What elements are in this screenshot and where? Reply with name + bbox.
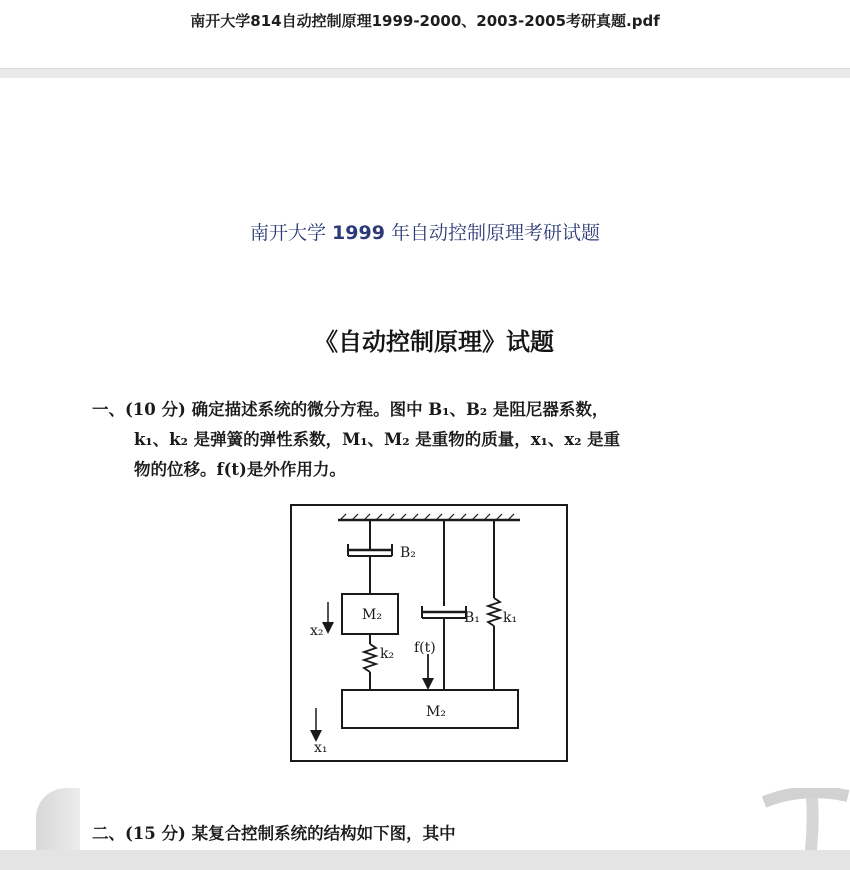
label-x2: x₂	[310, 623, 324, 639]
question-1-line-3: 物的位移。f(t)是外作用力。	[134, 460, 346, 479]
header-divider	[0, 68, 850, 78]
bottom-scroll-bar[interactable]	[0, 850, 850, 870]
spring-k1	[488, 598, 500, 626]
page-header	[0, 218, 850, 245]
label-force: f(t)	[414, 640, 436, 656]
question-2-line-1: 二、(15 分) 某复合控制系统的结构如下图，其中	[92, 824, 456, 843]
page-header-suffix: 年自动控制原理考研试题	[390, 222, 600, 244]
label-x1: x₁	[314, 740, 328, 756]
label-m2-upper: M₂	[362, 607, 382, 623]
label-k1: k₁	[503, 610, 518, 626]
exam-title: 《自动控制原理》试题	[314, 327, 554, 356]
spring-k2	[364, 644, 376, 672]
force-arrow	[422, 654, 434, 690]
page-header-year: 1999	[332, 222, 385, 244]
mechanical-system-diagram	[288, 502, 574, 764]
watermark-right-shape	[760, 788, 850, 850]
x2-arrow	[322, 602, 334, 634]
pdf-page[interactable]	[0, 78, 850, 850]
question-1-line-1: 一、(10 分) 确定描述系统的微分方程。图中 B₁、B₂ 是阻尼器系数，	[92, 400, 609, 419]
figure-frame	[291, 505, 567, 761]
watermark-left-shape	[36, 788, 80, 850]
label-k2: k₂	[380, 646, 395, 662]
page-header-prefix: 南开大学	[249, 222, 326, 244]
damper-b1	[422, 606, 466, 618]
x1-arrow	[310, 708, 322, 742]
label-m-lower: M₂	[426, 704, 446, 720]
label-b2: B₂	[400, 545, 416, 561]
label-b1: B₁	[464, 610, 480, 626]
question-1-line-2: k₁、k₂ 是弹簧的弹性系数，M₁、M₂ 是重物的质量，x₁、x₂ 是重	[134, 430, 621, 449]
document-title: 南开大学814自动控制原理1999-2000、2003-2005考研真题.pdf	[190, 12, 660, 30]
viewer-header	[0, 0, 850, 68]
